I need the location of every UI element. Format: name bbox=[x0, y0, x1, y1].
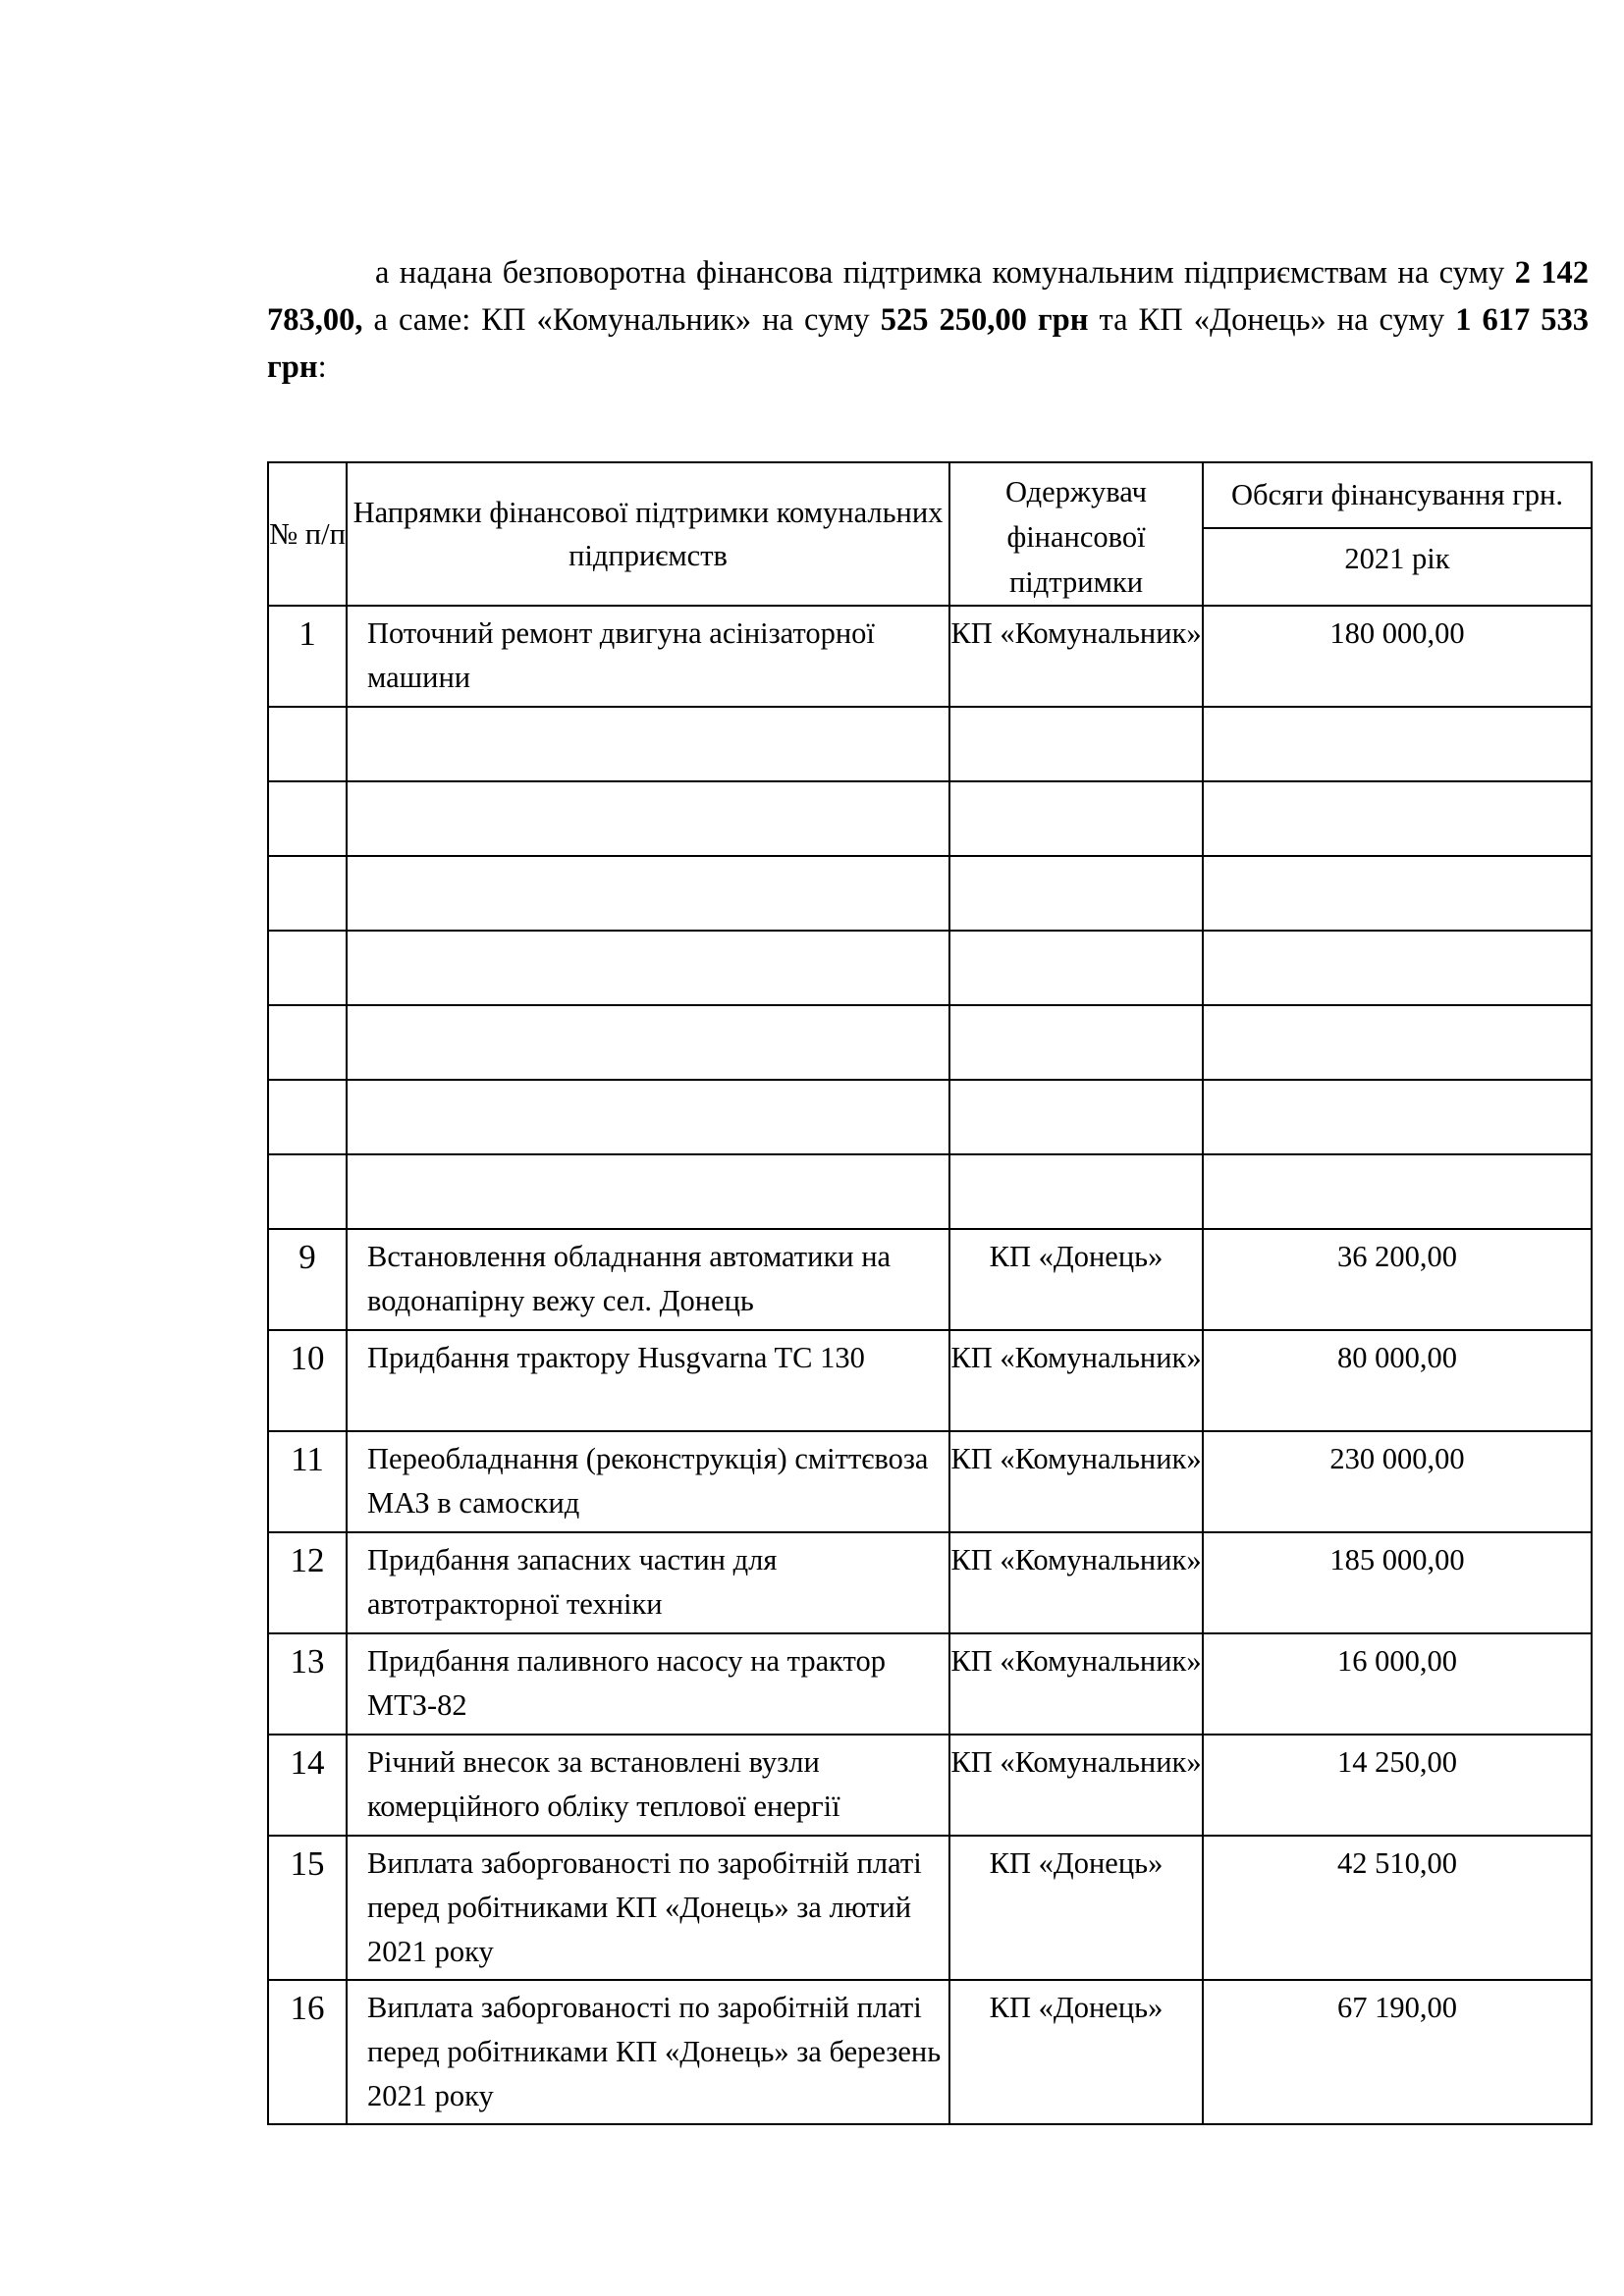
blank-cell bbox=[268, 1080, 347, 1154]
header-direction: Напрямки фінансової підтримки комунальних підприємств bbox=[347, 462, 949, 606]
blank-cell bbox=[268, 1005, 347, 1080]
intro-total-sum: 2 142 783,00, bbox=[267, 255, 1590, 338]
row-direction: Поточний ремонт двигуна асінізаторної машини bbox=[347, 606, 949, 707]
blank-cell bbox=[949, 1005, 1203, 1080]
intro-text-3: та КП «Донець» на суму bbox=[1088, 302, 1456, 338]
header-recipient: Одержувач фінансової підтримки bbox=[949, 462, 1203, 606]
row-recipient: КП «Донець» bbox=[949, 1836, 1203, 1980]
blank-cell bbox=[347, 931, 949, 1005]
table-row-blank bbox=[268, 931, 1592, 1005]
blank-cell bbox=[949, 931, 1203, 1005]
row-num: 16 bbox=[268, 1980, 347, 2124]
table-row bbox=[268, 1633, 1592, 1735]
table-row bbox=[268, 606, 1592, 707]
intro-donets-sum: 1 617 533 грн bbox=[267, 302, 1590, 385]
blank-cell bbox=[268, 1154, 347, 1229]
row-direction: Виплата заборгованості по заробітній платі перед робітниками КП «Донець» за березень 2021 року bbox=[347, 1980, 949, 2124]
table-row bbox=[268, 1532, 1592, 1633]
row-direction: Річний внесок за встановлені вузли комерційного обліку теплової енергії bbox=[347, 1735, 949, 1836]
row-direction: Придбання паливного насосу на трактор МТЗ-82 bbox=[347, 1633, 949, 1735]
table-row bbox=[268, 1431, 1592, 1532]
table-row bbox=[268, 1836, 1592, 1980]
row-num: 13 bbox=[268, 1633, 347, 1735]
header-num: № п/п bbox=[268, 462, 347, 606]
blank-cell bbox=[949, 707, 1203, 781]
blank-cell bbox=[347, 781, 949, 856]
blank-cell bbox=[1203, 1154, 1592, 1229]
row-amount: 36 200,00 bbox=[1203, 1229, 1592, 1330]
table-header-row bbox=[268, 462, 1592, 528]
intro-text-1: а надана безповоротна фінансова підтримка комунальним підприємствам на суму bbox=[375, 255, 1515, 291]
row-num: 11 bbox=[268, 1431, 347, 1532]
header-year: 2021 рік bbox=[1203, 528, 1592, 606]
table-row bbox=[268, 1735, 1592, 1836]
table-row-blank bbox=[268, 1080, 1592, 1154]
blank-cell bbox=[1203, 1005, 1592, 1080]
row-num: 15 bbox=[268, 1836, 347, 1980]
row-num: 12 bbox=[268, 1532, 347, 1633]
row-direction: Встановлення обладнання автоматики на водонапірну вежу сел. Донець bbox=[347, 1229, 949, 1330]
row-amount: 185 000,00 bbox=[1203, 1532, 1592, 1633]
blank-cell bbox=[949, 1080, 1203, 1154]
intro-text-4: : bbox=[317, 349, 327, 385]
blank-cell bbox=[347, 856, 949, 931]
blank-cell bbox=[347, 707, 949, 781]
blank-cell bbox=[347, 1154, 949, 1229]
row-recipient: КП «Донець» bbox=[949, 1980, 1203, 2124]
blank-cell bbox=[347, 1080, 949, 1154]
row-amount: 230 000,00 bbox=[1203, 1431, 1592, 1532]
blank-cell bbox=[949, 856, 1203, 931]
table-row-blank bbox=[268, 1154, 1592, 1229]
table-row-blank bbox=[268, 856, 1592, 931]
blank-cell bbox=[1203, 931, 1592, 1005]
table-row bbox=[268, 1330, 1592, 1431]
financing-table bbox=[267, 461, 1593, 2125]
row-num: 9 bbox=[268, 1229, 347, 1330]
blank-cell bbox=[1203, 707, 1592, 781]
table-row bbox=[268, 1229, 1592, 1330]
row-amount: 80 000,00 bbox=[1203, 1330, 1592, 1431]
blank-cell bbox=[268, 931, 347, 1005]
row-recipient: КП «Комунальник» bbox=[949, 1330, 1203, 1431]
header-amount: Обсяги фінансування грн. bbox=[1203, 462, 1592, 528]
blank-cell bbox=[949, 781, 1203, 856]
row-recipient: КП «Донець» bbox=[949, 1229, 1203, 1330]
blank-cell bbox=[268, 781, 347, 856]
table-row-blank bbox=[268, 1005, 1592, 1080]
row-num: 10 bbox=[268, 1330, 347, 1431]
intro-komunalnyk-sum: 525 250,00 грн bbox=[880, 302, 1089, 338]
blank-cell bbox=[1203, 856, 1592, 931]
row-amount: 42 510,00 bbox=[1203, 1836, 1592, 1980]
blank-cell bbox=[1203, 781, 1592, 856]
row-recipient: КП «Комунальник» bbox=[949, 1431, 1203, 1532]
table-row-blank bbox=[268, 707, 1592, 781]
table-row bbox=[268, 1980, 1592, 2124]
blank-cell bbox=[347, 1005, 949, 1080]
row-num: 14 bbox=[268, 1735, 347, 1836]
row-direction: Виплата заборгованості по заробітній платі перед робітниками КП «Донець» за лютий 2021 року bbox=[347, 1836, 949, 1980]
row-recipient: КП «Комунальник» bbox=[949, 1532, 1203, 1633]
row-amount: 14 250,00 bbox=[1203, 1735, 1592, 1836]
row-amount: 16 000,00 bbox=[1203, 1633, 1592, 1735]
row-recipient: КП «Комунальник» bbox=[949, 1735, 1203, 1836]
row-num: 1 bbox=[268, 606, 347, 707]
row-recipient: КП «Комунальник» bbox=[949, 1633, 1203, 1735]
table-row-blank bbox=[268, 781, 1592, 856]
intro-paragraph bbox=[267, 249, 1589, 391]
row-direction: Придбання трактору Husgvarna TC 130 bbox=[347, 1330, 949, 1431]
blank-cell bbox=[949, 1154, 1203, 1229]
blank-cell bbox=[1203, 1080, 1592, 1154]
row-amount: 180 000,00 bbox=[1203, 606, 1592, 707]
intro-text-2: а саме: КП «Комунальник» на суму bbox=[362, 302, 881, 338]
row-direction: Переобладнання (реконструкція) сміттєвоза МАЗ в самоскид bbox=[347, 1431, 949, 1532]
row-amount: 67 190,00 bbox=[1203, 1980, 1592, 2124]
blank-cell bbox=[268, 707, 347, 781]
row-recipient: КП «Комунальник» bbox=[949, 606, 1203, 707]
blank-cell bbox=[268, 856, 347, 931]
row-direction: Придбання запасних частин для автотракторної техніки bbox=[347, 1532, 949, 1633]
